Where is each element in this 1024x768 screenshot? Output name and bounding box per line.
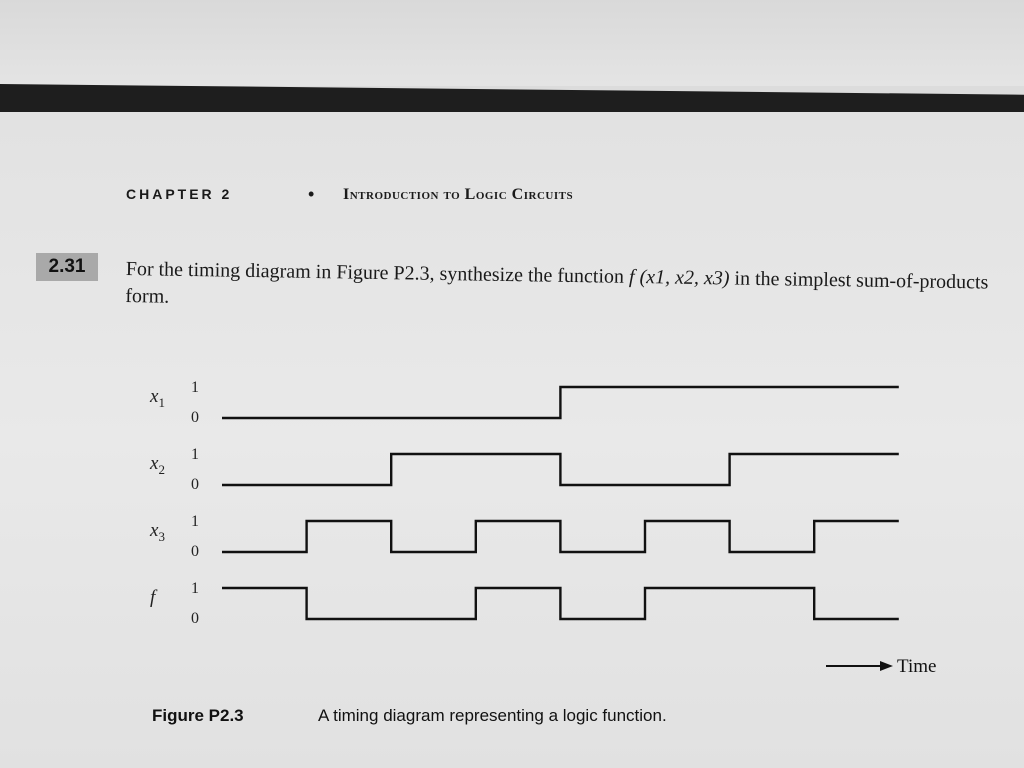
- waveform-x3: [222, 521, 899, 552]
- timing-diagram: [0, 360, 1024, 690]
- signal-label-x3: $x_3$: [150, 520, 165, 544]
- signal-f-low-label: 0: [191, 610, 199, 627]
- problem-text-after: in the simplest sum-of-products form.: [125, 267, 989, 308]
- figure-label: Figure P2.3: [152, 706, 244, 725]
- chapter-label: CHAPTER 2: [126, 186, 233, 202]
- signal-label-f: f: [150, 587, 156, 608]
- signal-x3-low-label: 0: [191, 543, 199, 560]
- header-separator: •: [308, 184, 315, 204]
- signal-f-high-label: 1: [191, 580, 199, 597]
- waveform-x2: [222, 454, 899, 485]
- signal-subscript-x3: 3: [158, 529, 165, 544]
- signal-subscript-x2: 2: [158, 462, 165, 477]
- background-top: [0, 0, 1024, 86]
- signal-x3-high-label: 1: [191, 513, 199, 530]
- signal-subscript-x1: 1: [158, 395, 165, 410]
- figure-caption: A timing diagram representing a logic function.: [318, 706, 667, 725]
- signal-x2-low-label: 0: [191, 476, 199, 493]
- chapter-title: Introduction to Logic Circuits: [343, 186, 574, 203]
- problem-function: f (x1, x2, x3): [628, 265, 730, 290]
- signal-x1-high-label: 1: [191, 379, 199, 396]
- waveform-f: [222, 588, 899, 619]
- signal-x1-low-label: 0: [191, 409, 199, 426]
- time-axis: [826, 656, 936, 677]
- waveform-x1: [222, 387, 899, 418]
- time-label: Time: [897, 656, 937, 677]
- signal-label-x1: $x_1$: [150, 386, 165, 410]
- problem-number: 2.31: [36, 253, 98, 281]
- time-arrow-head: [880, 661, 893, 671]
- signal-label-x2: $x_2$: [150, 453, 165, 477]
- signal-x2-high-label: 1: [191, 446, 199, 463]
- problem-text-before: For the timing diagram in Figure P2.3, synthesize the function: [125, 257, 630, 288]
